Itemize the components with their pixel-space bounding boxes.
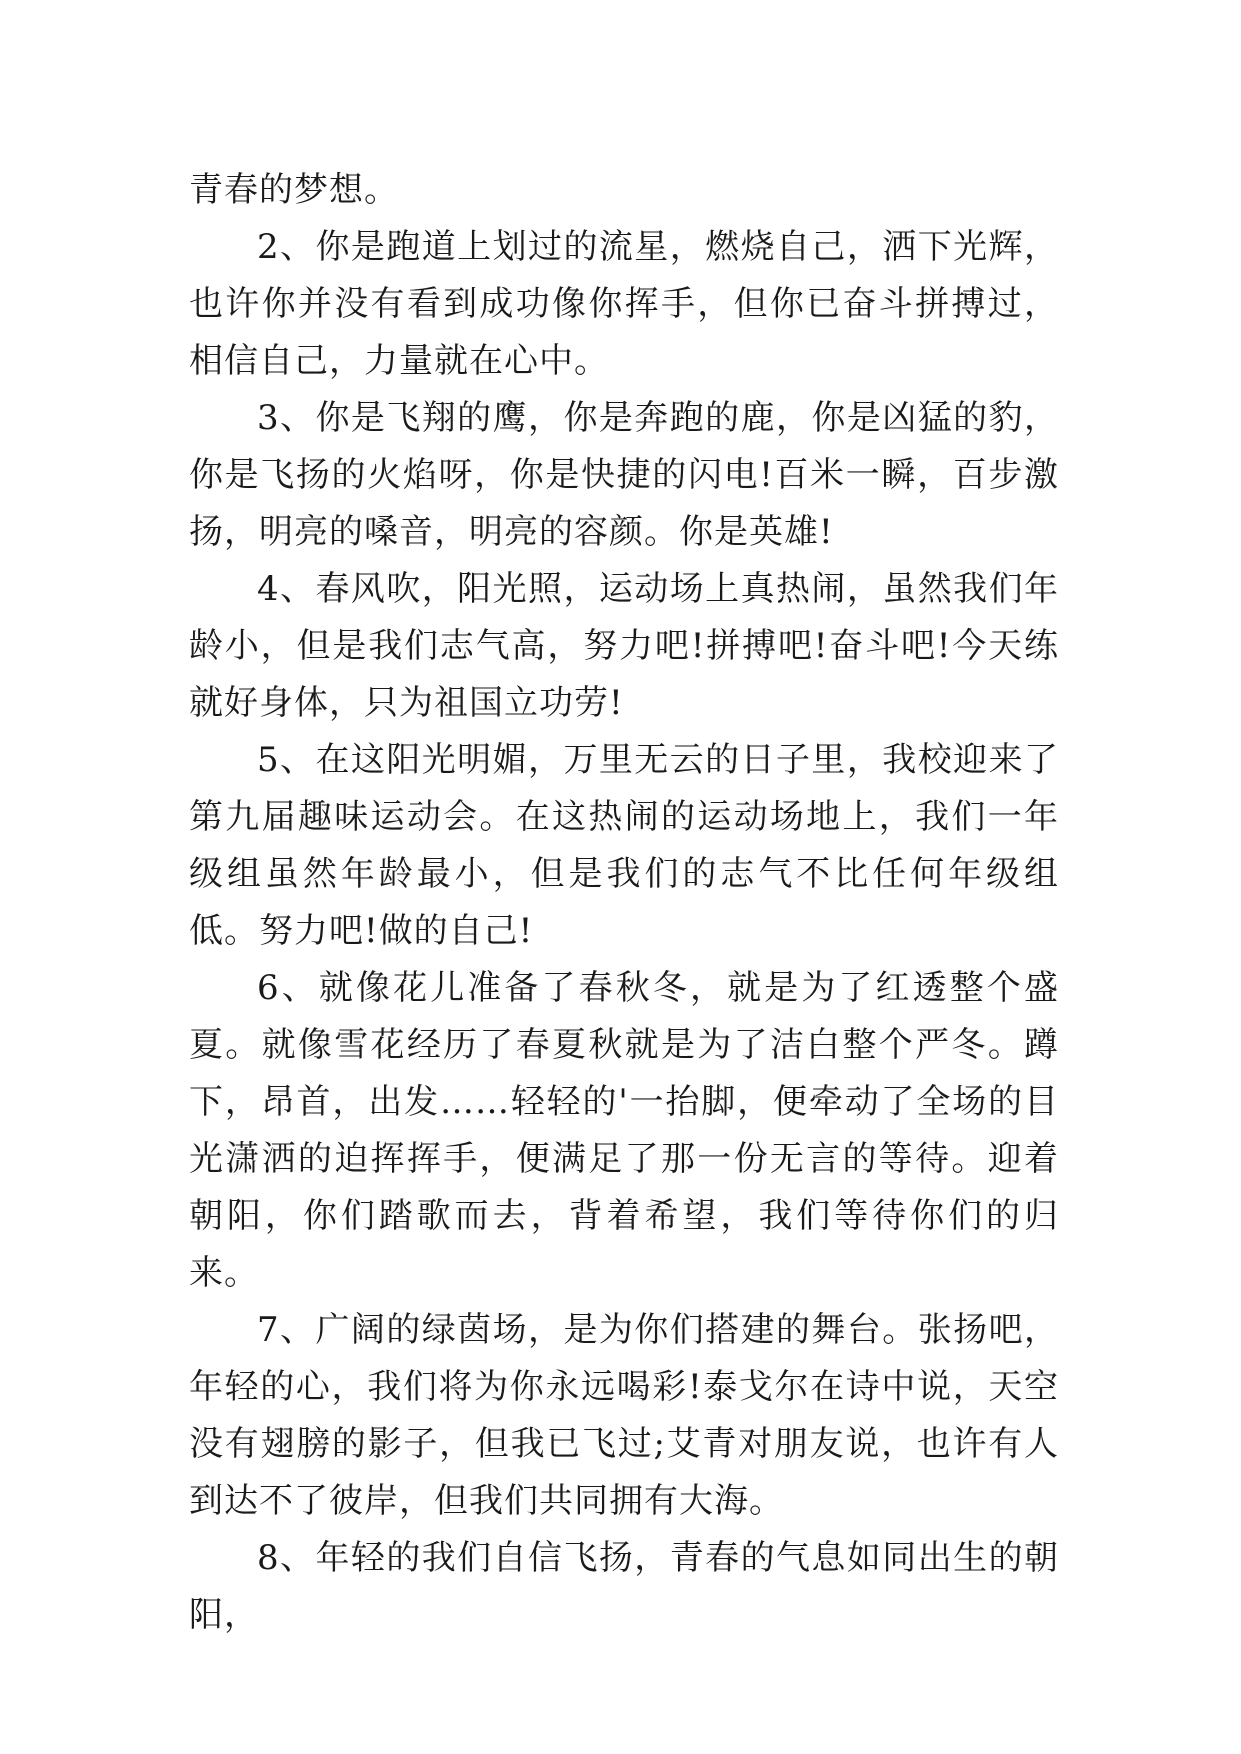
paragraph-4: 4、春风吹，阳光照，运动场上真热闹，虽然我们年龄小，但是我们志气高，努力吧!拼搏吧!奋斗吧!今天练就好身体，只为祖国立功劳! — [189, 569, 1059, 723]
paragraph-5: 5、在这阳光明媚，万里无云的日子里，我校迎来了第九届趣味运动会。在这热闹的运动场地上，我们一年级组虽然年龄最小，但是我们的志气不比任何年级组低。努力吧!做的自己! — [189, 740, 1059, 951]
paragraph-7: 7、广阔的绿茵场，是为你们搭建的舞台。张扬吧，年轻的心，我们将为你永远喝彩!泰戈尔在诗中说，天空没有翅膀的影子，但我已飞过;艾青对朋友说，也许有人到达不了彼岸，但我们共同拥有大海。 — [189, 1310, 1059, 1521]
paragraph-6: 6、就像花儿准备了春秋冬，就是为了红透整个盛夏。就像雪花经历了春夏秋就是为了洁白整个严冬。蹲下，昂首，出发……轻轻的'一抬脚，便牵动了全场的目光潇洒的迫挥挥手，便满足了那一份无言的等待。迎着朝阳，你们踏歌而去，背着希望，我们等待你们的归来。 — [189, 968, 1059, 1293]
paragraph-8: 8、年轻的我们自信飞扬，青春的气息如同出生的朝阳， — [189, 1538, 1059, 1635]
paragraph-1: 青春的梦想。 — [189, 170, 399, 210]
document-body — [189, 162, 1059, 1644]
paragraph-3: 3、你是飞翔的鹰，你是奔跑的鹿，你是凶猛的豹，你是飞扬的火焰呀，你是快捷的闪电!百米一瞬，百步激扬，明亮的嗓音，明亮的容颜。你是英雄! — [189, 398, 1059, 552]
paragraph-2: 2、你是跑道上划过的流星，燃烧自己，洒下光辉，也许你并没有看到成功像你挥手，但你已奋斗拼搏过，相信自己，力量就在心中。 — [189, 227, 1059, 381]
